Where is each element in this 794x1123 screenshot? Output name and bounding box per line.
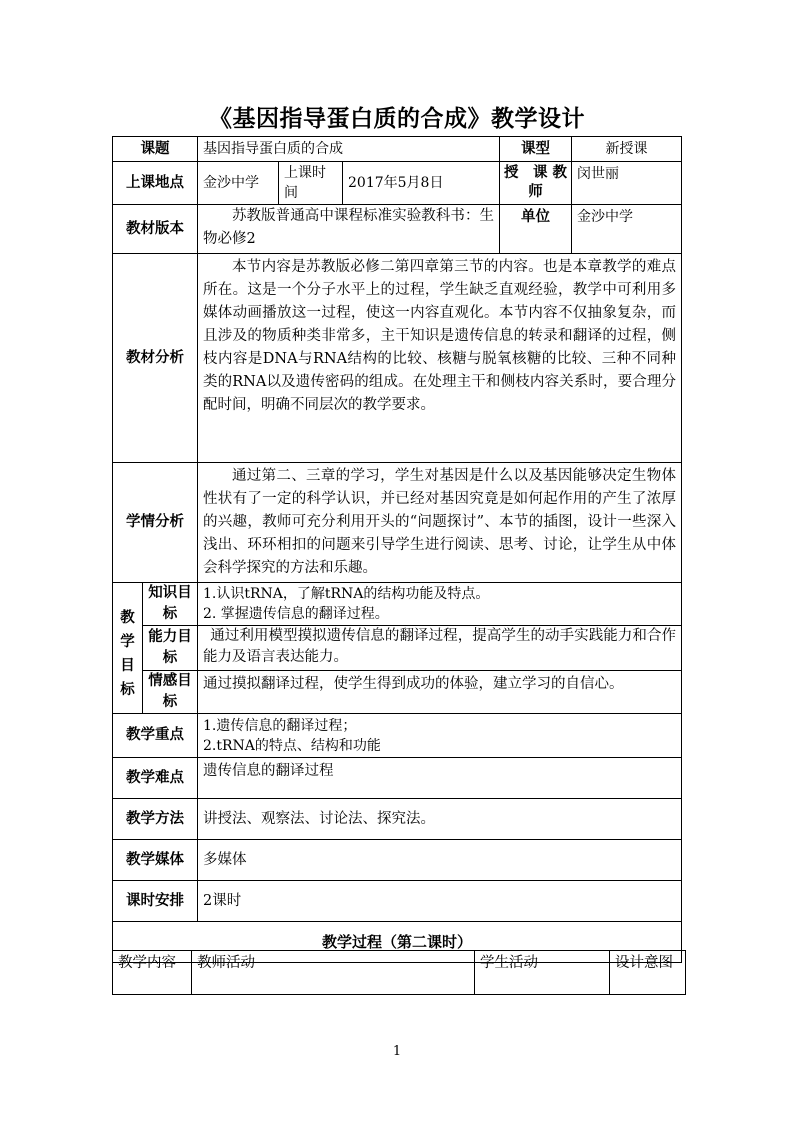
time-value: 2017年5月8日 (343, 162, 500, 205)
media-value: 多媒体 (198, 840, 682, 881)
methods-label: 教学方法 (113, 799, 198, 840)
time-label: 上课时间 (279, 162, 343, 205)
key-point-2: 2.tRNA的特点、结构和功能 (203, 738, 381, 754)
schedule-label: 课时安排 (113, 881, 198, 922)
process-col-intent: 设计意图 (610, 951, 686, 995)
schedule-value: 2课时 (198, 881, 682, 922)
topic-label: 课题 (113, 137, 198, 162)
difficulty-label: 教学难点 (113, 758, 198, 799)
document-title: 《基因指导蛋白质的合成》教学设计 (209, 106, 585, 132)
media-label: 教学媒体 (113, 840, 198, 881)
type-label: 课型 (500, 137, 572, 162)
emotion-objective-text: 通过摸拟翻译过程，使学生得到成功的体验，建立学习的自信心。 (198, 671, 682, 714)
teacher-value: 闵世丽 (572, 162, 682, 205)
process-col-content: 教学内容 (113, 951, 192, 995)
knowledge-objective-text (198, 583, 682, 626)
methods-value: 讲授法、观察法、讨论法、探究法。 (198, 799, 682, 840)
place-label: 上课地点 (113, 162, 198, 205)
knowledge-objective-line-1: 1.认识tRNA，了解tRNA的结构功能及特点。 (203, 586, 490, 602)
ability-objective-label: 能力目标 (143, 626, 198, 671)
ability-objective-text: 通过利用模型摸拟遗传信息的翻译过程，提高学生的动手实践能力和合作能力及语言表达能力。 (198, 626, 682, 671)
knowledge-objective-label: 知识目标 (143, 583, 198, 626)
topic-value: 基因指导蛋白质的合成 (198, 137, 500, 162)
process-col-student: 学生活动 (475, 951, 610, 995)
process-section-title: 教学过程（第二课时） (113, 922, 682, 963)
objectives-char-2: 学 (120, 634, 135, 650)
key-point-1: 1.遗传信息的翻译过程； (203, 718, 357, 734)
place-value: 金沙中学 (198, 162, 279, 205)
unit-value: 金沙中学 (572, 205, 682, 254)
page-number: 1 (392, 1044, 402, 1059)
student-analysis-label: 学情分析 (113, 463, 198, 583)
emotion-objective-label: 情感目标 (143, 671, 198, 714)
textbook-analysis-label: 教材分析 (113, 254, 198, 463)
edition-value: 苏教版普通高中课程标准实验教科书：生物必修2 (198, 205, 500, 254)
edition-label: 教材版本 (113, 205, 198, 254)
key-points-text (198, 714, 682, 758)
student-analysis-text: 通过第二、三章的学习，学生对基因是什么以及基因能够决定生物体性状有了一定的科学认识，并已经对基因究竟是如何起作用的产生了浓厚的兴趣，教师可充分利用开头的“问题探讨”、本节的插图，设计一些深入浅出、环环相扣的问题来引导学生进行阅读、思考、讨论，让学生从中体会科学探究的方法和乐趣。 (198, 463, 682, 583)
objectives-group-label (113, 583, 143, 714)
teacher-label: 授 课 教 师 (500, 162, 572, 205)
process-table (112, 950, 686, 995)
objectives-char-1: 教 (120, 610, 135, 626)
objectives-char-3: 目 (120, 658, 135, 674)
unit-label: 单位 (500, 205, 572, 254)
objectives-char-4: 标 (120, 682, 135, 698)
textbook-analysis-text: 本节内容是苏教版必修二第四章第三节的内容。也是本章教学的难点所在。这是一个分子水平上的过程，学生缺乏直观经验，教学中可利用多媒体动画播放这一过程，使这一内容直观化。本节内容不仅抽象复杂，而且涉及的物质种类非常多，主干知识是遗传信息的转录和翻译的过程，侧枝内容是DNA与RNA结构的比较、核糖与脱氧核糖的比较、三种不同种类的RNA以及遗传密码的组成。在处理主干和侧枝内容关系时，要合理分配时间，明确不同层次的教学要求。 (198, 254, 682, 463)
key-points-label: 教学重点 (113, 714, 198, 758)
knowledge-objective-line-2: 2. 掌握遗传信息的翻译过程。 (203, 606, 389, 622)
type-value: 新授课 (572, 137, 682, 162)
process-col-teacher: 教师活动 (192, 951, 475, 995)
lesson-plan-table (112, 136, 682, 963)
difficulty-value: 遗传信息的翻译过程 (198, 758, 682, 799)
